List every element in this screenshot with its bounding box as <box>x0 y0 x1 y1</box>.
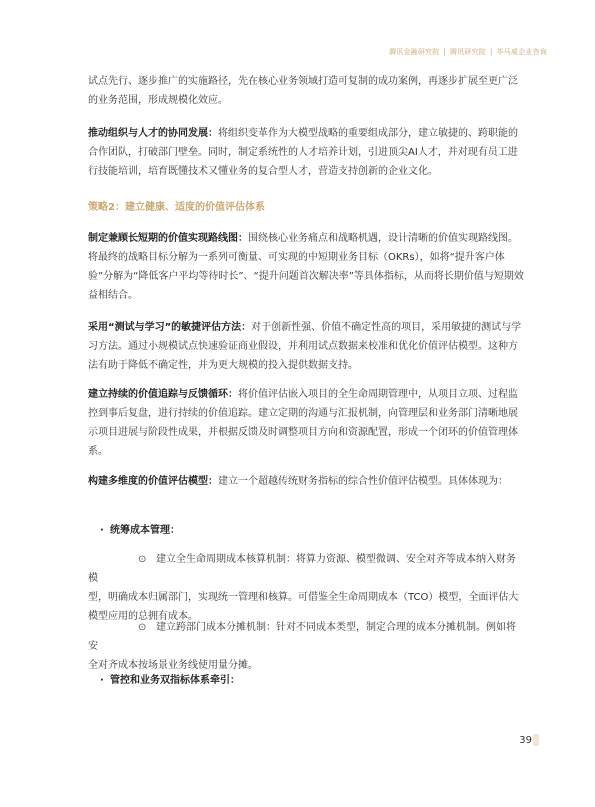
page-tab-decoration <box>533 734 539 746</box>
bullet-label: 统筹成本管理： <box>110 525 180 536</box>
paragraph-value-tracking <box>88 385 525 461</box>
header-separator: | <box>443 48 447 56</box>
paragraph-heading: 建立持续的价值追踪与反馈循环： <box>88 389 238 400</box>
paragraph-text: 对于创新性强、价值不确定性高的项目，采用敏捷的测试与学习方法。通过小规模试点快速验证商业假设，并利用试点数据来校准和优化价值评估模型。这种方法有助于降低不确定性，并为更大规模的投入提供数据支持。 <box>88 322 522 371</box>
section-title: 策略2：建立健康、适度的价值评估体系 <box>88 202 265 213</box>
bullet-dot-icon: · <box>100 525 104 536</box>
paragraph-test-learn <box>88 318 525 375</box>
bullet-label: 管控和业务双指标体系牵引： <box>110 675 240 686</box>
header-org-2: 腾讯研究院 <box>450 48 487 56</box>
header-separator: | <box>490 48 493 56</box>
paragraph-heading: 构建多维度的价值评估模型： <box>88 476 218 487</box>
paragraph-continuation: 试点先行、逐步推广的实施路径，先在核心业务领域打造可复制的成功案例，再逐步扩展至更广泛的业务范围，形成规模化效应。 <box>88 76 518 106</box>
paragraph-heading: 推动组织与人才的协同发展： <box>88 128 218 139</box>
circle-dot-icon: ⊙ <box>138 554 147 565</box>
sub-item-lifecycle-cost <box>88 550 525 626</box>
paragraph-roadmap <box>88 229 525 305</box>
paragraph-multi-dim <box>88 472 525 491</box>
paragraph-text: 将组织变革作为大模型战略的重要组成部分，建立敏捷的、跨职能的合作团队，打破部门壁垒。同时，制定系统性的人才培养计划，引进顶尖AI人才，并对现有员工进行技能培训，培育既懂技术又懂业务的复合型人才，营造支持创新的企业文化。 <box>88 128 518 177</box>
paragraph-heading: 采用“测试与学习”的敏捷评估方法： <box>88 322 252 333</box>
bullet-cost-management <box>100 521 180 540</box>
page-number-text: 39 <box>519 735 532 746</box>
running-header <box>389 47 547 57</box>
sub-item-cost-allocation <box>88 618 525 675</box>
paragraph-text: 建立一个超越传统财务指标的综合性价值评估模型。具体体现为： <box>218 476 508 487</box>
paragraph-text: 围绕核心业务痛点和战略机遇，设计清晰的价值实现路线图。将最终的战略目标分解为一系列可衡量、可实现的中短期业务目标（OKRs），如将“提升客户体验”分解为“降低客户平均等待时长”、“提升问题首次解决率”等具体指标，从而将长期价值与短期效益相结合。 <box>88 233 524 301</box>
paragraph-org-talent <box>88 124 525 181</box>
sub-item-text: 建立全生命周期成本核算机制：将算力资源、模型微调、安全对齐等成本纳入财务模 <box>88 554 516 584</box>
bullet-dual-metrics <box>100 671 240 690</box>
page-number <box>519 734 539 746</box>
header-org-1: 腾讯金融研究院 <box>389 48 440 56</box>
circle-dot-icon: ⊙ <box>138 622 147 633</box>
sub-item-text: 建立跨部门成本分摊机制：针对不同成本类型，制定合理的成本分摊机制。例如将安 <box>88 622 516 652</box>
sub-item-text-continued: 全对齐成本按场景业务线使用量分摊。 <box>88 660 258 671</box>
paragraph-text: 将价值评估嵌入项目的全生命周期管理中，从项目立项、过程监控到事后复盘，进行持续的价值追踪。建立定期的沟通与汇报机制，向管理层和业务部门清晰地展示项目进展与阶段性成果，并根据反馈及时调整项目方向和资源配置，形成一个闭环的价值管理体系。 <box>88 389 518 457</box>
bullet-dot-icon: · <box>100 675 104 686</box>
header-org-3: 毕马威企业咨询 <box>496 48 547 56</box>
sub-item-text-continued: 型，明确成本归属部门，实现统一管理和核算。可借鉴全生命周期成本（TCO）模型，全面评估大模型应用的总拥有成本。 <box>88 592 519 622</box>
paragraph-heading: 制定兼顾长短期的价值实现路线图： <box>88 233 248 244</box>
